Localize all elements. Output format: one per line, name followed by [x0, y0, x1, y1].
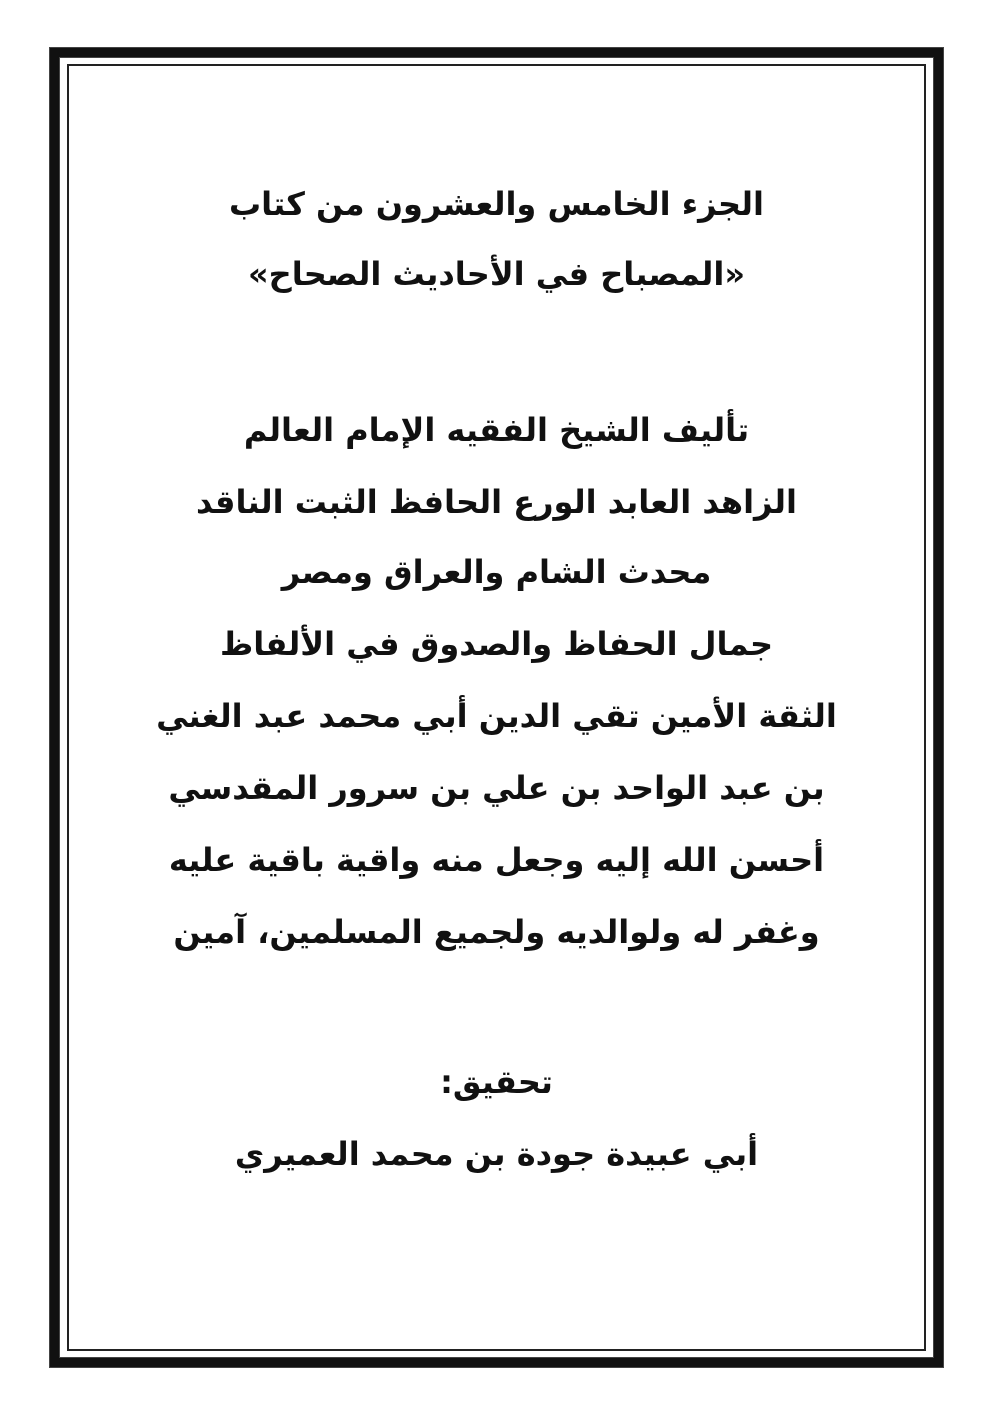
author-line-4: جمال الحفاظ والصدوق في الألفاظ: [220, 625, 773, 663]
book-part-title: الجزء الخامس والعشرون من كتاب: [228, 185, 765, 223]
editor-label: تحقيق:: [440, 1063, 553, 1101]
author-line-2: الزاهد العابد الورع الحافظ الثبت الناقد: [196, 483, 797, 521]
author-line-3: محدث الشام والعراق ومصر: [281, 553, 712, 591]
author-line-7: أحسن الله إليه وجعل منه واقية باقية عليه: [168, 841, 825, 879]
book-name: «المصباح في الأحاديث الصحاح»: [247, 255, 746, 293]
author-line-5: الثقة الأمين تقي الدين أبي محمد عبد الغني: [156, 697, 837, 735]
title-page: [67, 64, 926, 1351]
author-line-1: تأليف الشيخ الفقيه الإمام العالم: [243, 411, 750, 449]
author-line-8: وغفر له ولوالديه ولجميع المسلمين، آمين: [173, 913, 820, 951]
editor-name: أبي عبيدة جودة بن محمد العميري: [234, 1135, 759, 1173]
author-line-6: بن عبد الواحد بن علي بن سرور المقدسي: [168, 769, 825, 807]
